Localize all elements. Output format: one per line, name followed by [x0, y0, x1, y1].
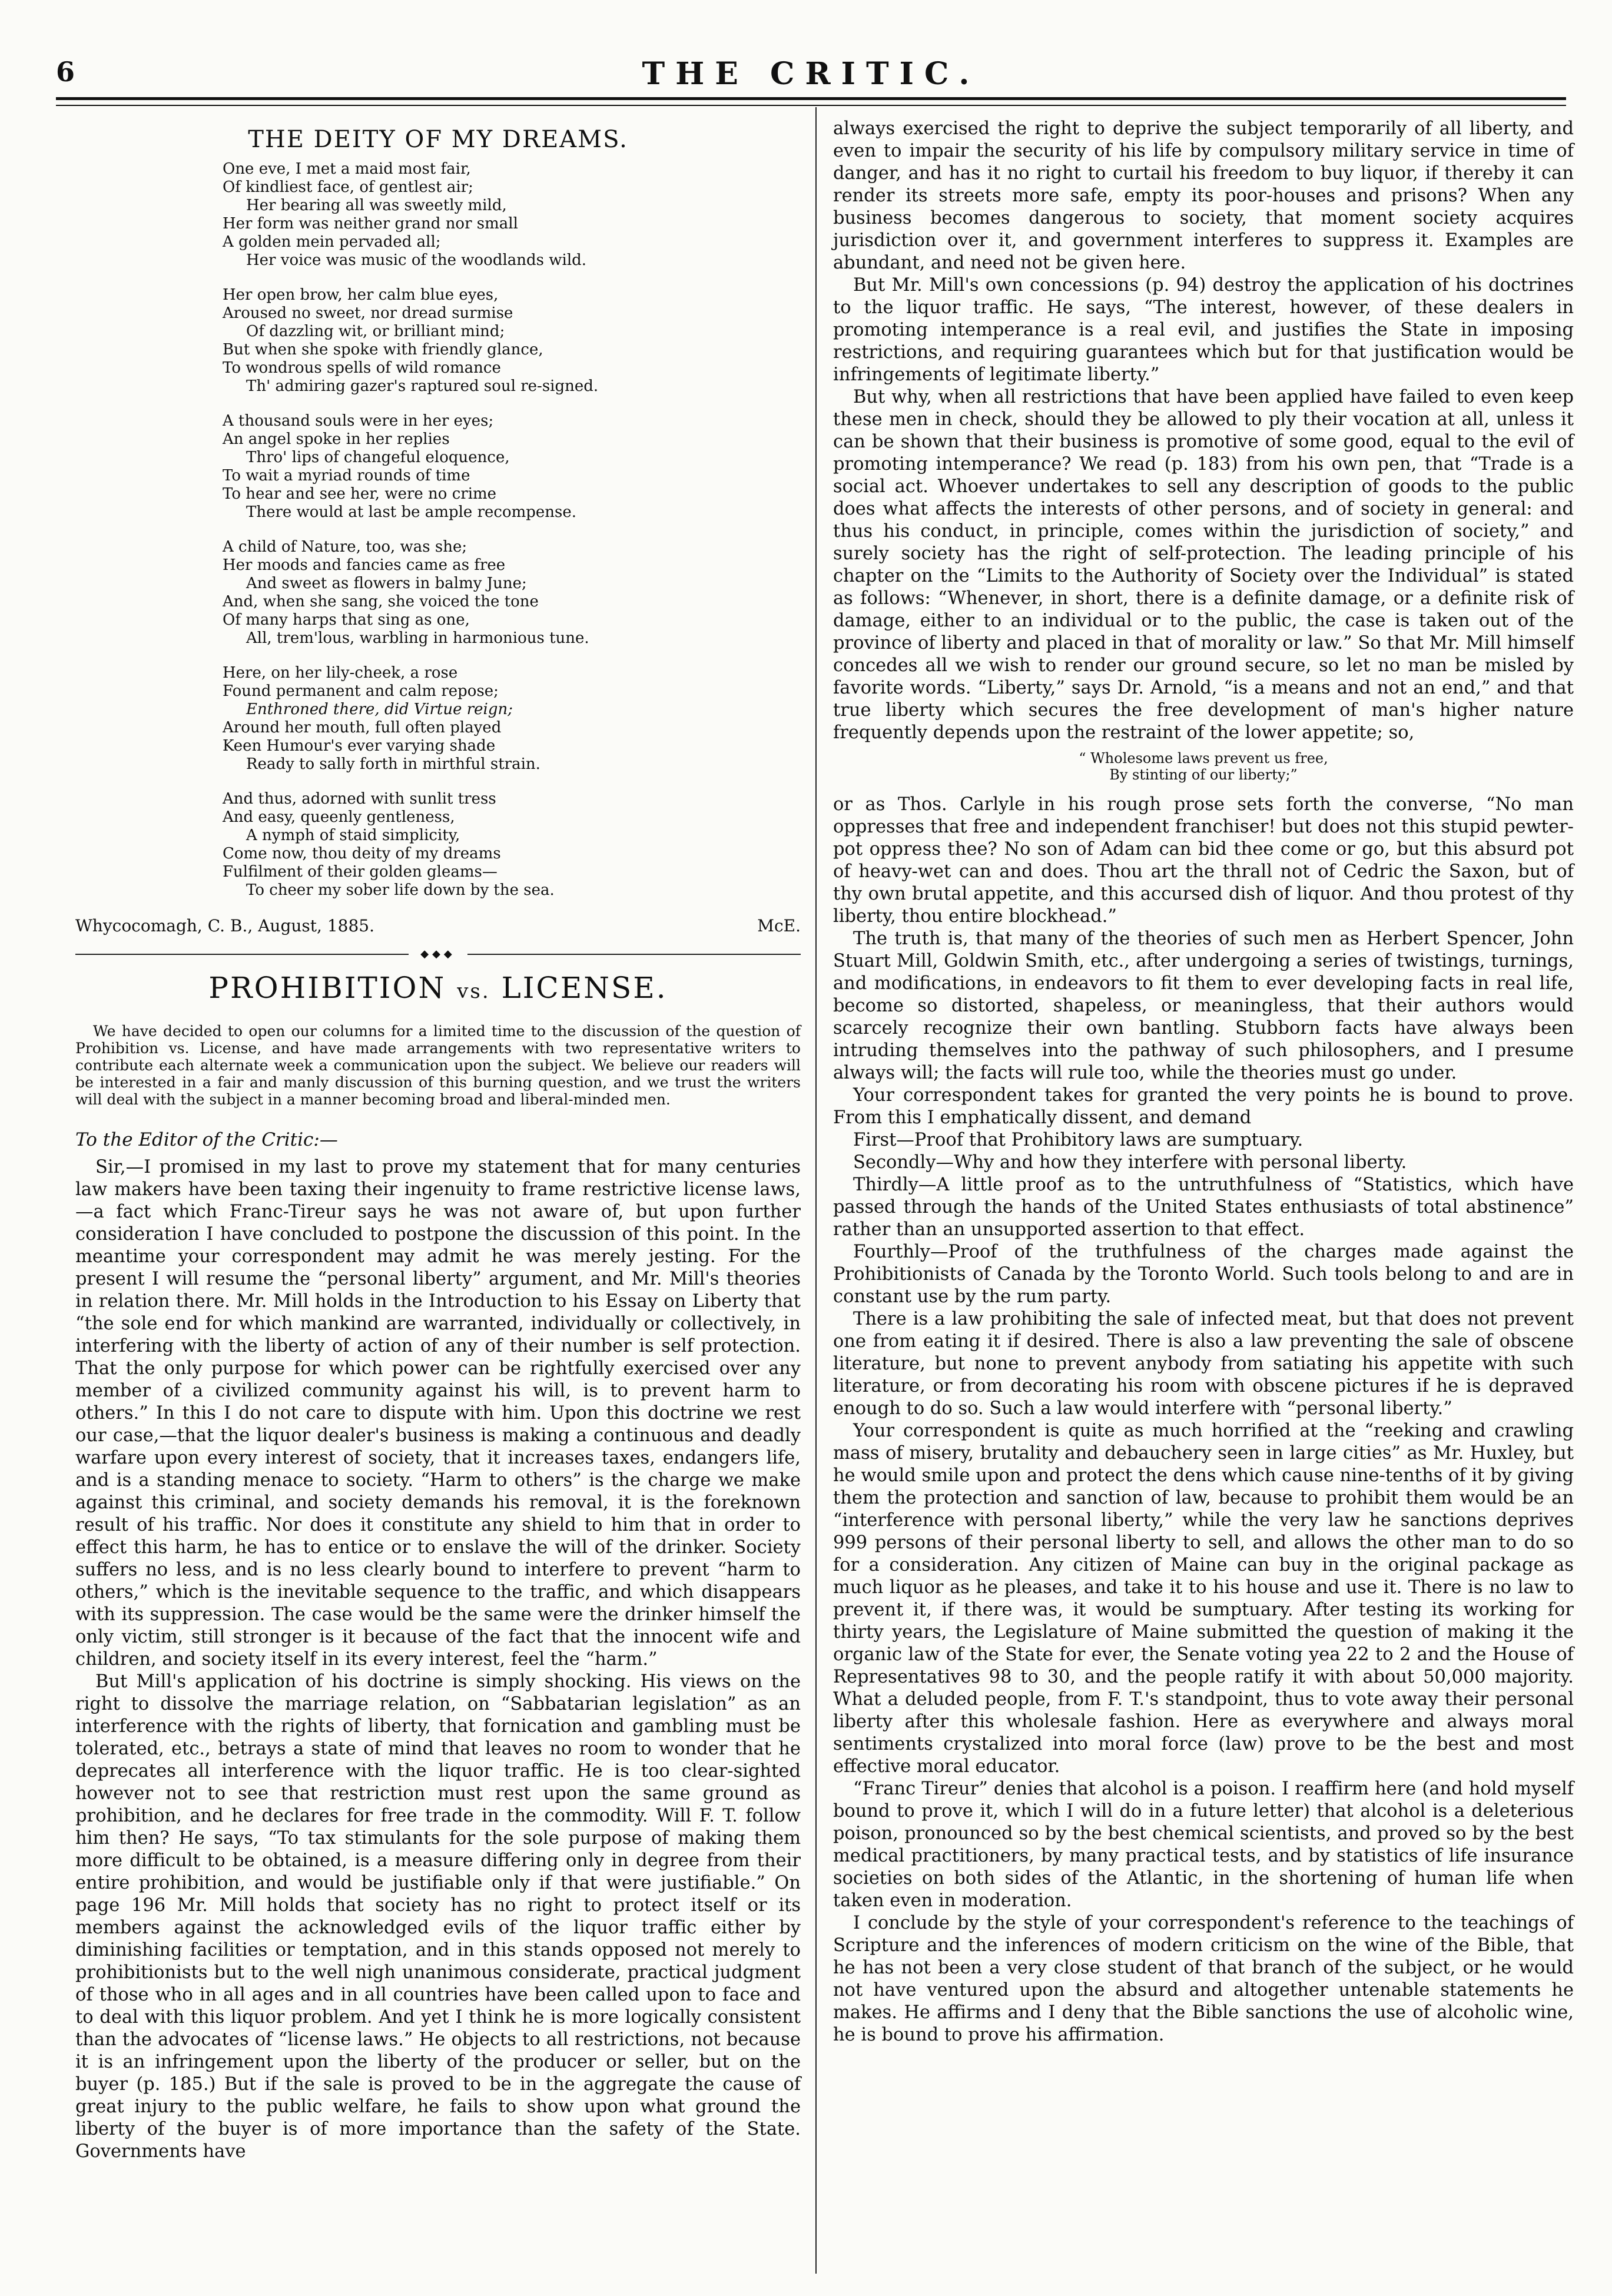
poem-stanza [223, 286, 801, 396]
letter-paragraph: Secondly—Why and how they interfere with personal liberty. [853, 1152, 1407, 1173]
letter-paragraph: But why, when all restrictions that have been applied have failed to even keep these men in check, should they be allowed to ply their vocation at all, unless it can be shown that their business is promotive of some good, equal to the evil of promoting intemperance? We read (p. 183) from his own pen, that “Trade is a social act. Whoever undertakes to sell any description of goods to the public does what affects the interests of other persons, and of society in general: and thus his conduct, in principle, comes within the jurisdiction of society,” and surely society has the right of self-protection. The leading principle of his chapter on the “Limits to the Authority of Society over the Individual” is stated as follows: “Whenever, in short, there is a definite damage, or a definite risk of damage, either to an individual or to the public, the case is taken out of the province of liberty and placed in that of morality or law.” So that Mr. Mill himself concedes all we wish to render our ground secure, so let no man be misled by favorite words. “Liberty,” says Dr. Arnold, “is a means and not an end,” and that true liberty which secures the free development of man's higher nature frequently depends upon the restraint of the lower appetite; so, [833, 387, 1574, 743]
poem-line: A nymph of staid simplicity, [246, 827, 460, 844]
letter-paragraph: First—Proof that Prohibitory laws are sumptuary. [853, 1130, 1303, 1150]
masthead: THE CRITIC. [642, 56, 980, 92]
poem-line: Here, on her lily-cheek, a rose [223, 664, 458, 682]
poem-line: Her moods and fancies came as free [223, 556, 506, 574]
poem-stanza [223, 790, 801, 900]
poem-line: Her form was neither grand nor small [223, 215, 518, 233]
poem-stanza [223, 538, 801, 648]
letter-paragraph: “Franc Tireur” denies that alcohol is a poison. I reaffirm here (and hold myself bound to prove it, which I will do in a future letter) that alcohol is a deleterious poison, pronounced so by the best chemical scientists, and proved so by the best medical practitioners, by many practical tests, and by statistics of life insurance societies on both sides of the Atlantic, in the shortening of human life when taken even in moderation. [833, 1779, 1574, 1911]
poem-line: And thus, adorned with sunlit tress [223, 790, 496, 808]
poem-line: To wondrous spells of wild romance [223, 359, 501, 377]
poem-line: But when she spoke with friendly glance, [223, 341, 543, 359]
verse-quote [833, 750, 1574, 783]
editor-note [75, 1023, 801, 1108]
poem-title: THE DEITY OF MY DREAMS. [248, 126, 628, 153]
poem-line: Fulfilment of their golden gleams— [223, 863, 497, 881]
poem-line: And, when she sang, she voiced the tone [223, 593, 539, 611]
left-column [75, 118, 801, 2163]
right-column [833, 118, 1574, 2046]
poem-line: Ready to sally forth in mirthful strain. [246, 755, 540, 773]
divider-ornament-icon: ◆◆◆ [409, 948, 467, 960]
verse-quote-line: “ Wholesome laws prevent us free, [1079, 750, 1328, 767]
poem-signature-line [75, 916, 801, 935]
letter-paragraph: Fourthly—Proof of the truthfulness of the charges made against the Prohibitionists of Canada by the Toronto World. Such tools belong to and are in constant use by the rum party. [833, 1242, 1574, 1307]
poem-stanza [223, 664, 801, 774]
poem-line: Of kindliest face, of gentlest air; [223, 178, 473, 196]
letter-paragraph: or as Thos. Carlyle in his rough prose sets forth the converse, “No man oppresses that free and independent franchiser! but does not this stupid pewter-pot oppress thee? No son of Adam can bid thee come or go, but this absurd pot of heavy-wet can and does. Thou art the thrall not of Cedric the Saxon, but of thy own brutal appetite, and this accursed dish of liquor. And thou protest of thy liberty, thou entire blockhead.” [833, 794, 1574, 927]
poem-line: Found permanent and calm repose; [223, 682, 499, 700]
letter-salutation: To the Editor of the Critic:— [75, 1129, 338, 1150]
editor-note-text: We have decided to open our columns for a limited time to the discussion of the question of Prohibition vs. License, and have made arrangements with two representative writers to contribute each alternate week a communication upon the subject. We believe our readers will be interested in a fair and manly discussion of this burning question, and we trust the writers will deal with the subject in a manner becoming broad and liberal-minded men. [75, 1023, 801, 1108]
poem-line: Come now, thou deity of my dreams [223, 845, 501, 862]
poem-body [223, 160, 801, 900]
header-rule-thick [56, 97, 1566, 100]
poem-line: Around her mouth, full often played [223, 719, 502, 736]
poem-place-date: Whycocomagh, C. B., August, 1885. [75, 916, 375, 935]
article-title [75, 971, 801, 1005]
poem-line: All, trem'lous, warbling in harmonious tune. [246, 629, 589, 647]
letter-paragraph: Sir,—I promised in my last to prove my statement that for many centuries law makers have been taxing their ingenuity to frame restrictive license laws,—a fact which Franc-Tireur says he was not aware of, but upon further consideration I have concluded to postpone the discussion of this point. In the meantime your correspondent may admit he was merely jesting. For the present I will resume the “personal liberty” argument, and Mr. Mill's theories in relation there. Mr. Mill holds in the Introduction to his Essay on Liberty that “the sole end for which mankind are warranted, individually or collectively, in interfering with the liberty of action of any of their number is self protection. That the only purpose for which power can be rightfully exercised over any member of a civilized community against his will, is to prevent harm to others.” In this I do not care to dispute with him. Upon this doctrine we rest our case,—that the liquor dealer's business is making a continuous and deadly warfare upon every interest of society, that it increases taxes, endangers life, and is a standing menace to society. “Harm to others” is the charge we make against this criminal, and society demands his removal, it is the foreknown result of his traffic. Nor does it constitute any shield to him that in order to effect this harm, he has to entice or to enslave the will of the drinker. Society suffers no less, and is no less clearly bound to interfere to prevent “harm to others,” which is the inevitable sequence to the traffic, and which disappears with its suppression. The case would be the same were the drinker himself the only victim, still stronger is it because of the fact that the innocent wife and children, and society itself in its every interest, feel the “harm.” [75, 1157, 801, 1670]
poem-line: And sweet as flowers in balmy June; [246, 575, 527, 592]
section-divider [75, 948, 801, 960]
poem-line: A golden mein pervaded all; [223, 233, 441, 251]
page-number: 6 [56, 56, 75, 88]
letter-paragraph: always exercised the right to deprive the subject temporarily of all liberty, and even to impair the security of his life by compulsory military service in time of danger, and has it no right to curtail his freedom to buy liquor, if thereby it can render its streets more safe, empty its poor-houses and prisons? When any business becomes dangerous to society, that moment society acquires jurisdiction over it, and government interferes to suppress it. Examples are abundant, and need not be given here. [833, 118, 1574, 273]
page-header [56, 56, 1566, 103]
letter-paragraph: Thirdly—A little proof as to the untruthfulness of “Statistics, which have passed through the hands of the United States enthusiasts of total abstinence” rather than an unsupported assertion to that effect. [833, 1174, 1574, 1240]
poem-line: Her open brow, her calm blue eyes, [223, 286, 499, 304]
poem-line: An angel spoke in her replies [223, 430, 450, 448]
article-title-vs: vs. [457, 980, 490, 1003]
poem-line: Keen Humour's ever varying shade [223, 737, 496, 755]
poem-line: A child of Nature, too, was she; [223, 538, 467, 556]
poem-line: Of dazzling wit, or brilliant mind; [246, 323, 505, 340]
poem-line: One eve, I met a maid most fair, [223, 160, 471, 178]
letter-paragraph: Your correspondent takes for granted the very points he is bound to prove. From this I emphatically dissent, and demand [833, 1085, 1574, 1128]
poem-stanza [223, 412, 801, 522]
verse-quote-line: By stinting of our liberty;” [1109, 767, 1298, 783]
poem-line: To cheer my sober life down by the sea. [246, 881, 555, 899]
poem-line: Of many harps that sing as one, [223, 611, 470, 629]
letter-paragraph: Your correspondent is quite as much horrified at the “reeking and crawling mass of misery, brutality and debauchery seen in large cities” as Mr. Huxley, but he would smile upon and protect the dens which cause nine-tenths of it by giving them the protection and sanction of law, because to prohibit them would be an “interference with personal liberty,” while the very law he sanctions deprives 999 persons of their personal liberty to sell, and allows the other man to do so for a consideration. Any citizen of Maine can buy in the original package as much liquor as he pleases, and take it to his house and use it. There is no law to prevent it, if there was, it would be sumptuary. After testing its working for thirty years, the Legislature of Maine submitted the question of making it the organic law of the State for ever, the Senate voting yea 22 to 2 and the House of Representatives 98 to 30, and the people ratify it with about 50,000 majority. What a deluded people, from F. T.'s standpoint, thus to vote away their personal liberty after this wholesale fashion. Here as everywhere and always moral sentiments crystalized into moral force (law) prove to be the best and most effective moral educator. [833, 1421, 1574, 1777]
poem-line: Enthroned there, did Virtue reign; [246, 701, 513, 718]
poem-line: Her bearing all was sweetly mild, [246, 197, 507, 214]
poem-stanza [223, 160, 801, 270]
poem-line: A thousand souls were in her eyes; [223, 412, 494, 430]
column-divider [815, 107, 817, 2274]
poem-line: Her voice was music of the woodlands wild. [246, 251, 587, 269]
poem-line: Thro' lips of changeful eloquence, [246, 449, 510, 466]
article-title-part-b: LICENSE. [501, 971, 668, 1005]
poem-author: McE. [757, 916, 801, 935]
letter-paragraph: But Mill's application of his doctrine is simply shocking. His views on the right to dissolve the marriage relation, on “Sabbatarian legislation” as an interference with the rights of liberty, that fornication and gambling must be tolerated, etc., betrays a state of mind that leaves no room to wonder that he deprecates all interference with the liquor traffic. He is too clear-sighted however not to see that restriction must rest upon the same ground as prohibition, and he declares for free trade in the commodity. Will F. T. follow him then? He says, “To tax stimulants for the sole purpose of making them more difficult to be obtained, is a measure differing only in degree from their entire prohibition, and would be justifiable only if that were justifiable.” On page 196 Mr. Mill holds that society has no right to protect itself or its members against the acknowledged evils of the liquor traffic either by diminishing facilities or temptation, and in this stands opposed not merely to prohibitionists but to the well nigh unanimous considerate, practical judgment of those who in all ages and in all countries have been called upon to face and to deal with this liquor problem. And yet I think he is more logically consistent than the advocates of “license laws.” He objects to all restrictions, not because it is an infringement upon the liberty of the producer or seller, but on the buyer (p. 185.) But if the sale is proved to be in the aggregate the cause of great injury to the public welfare, he fails to show upon what ground the liberty of the buyer is of more importance than the safety of the State. Governments have [75, 1671, 801, 2162]
letter-body-left [75, 1156, 801, 2163]
poem-line: To hear and see her, were no crime [223, 485, 497, 503]
article-title-part-a: PROHIBITION [208, 971, 446, 1005]
header-rule-thin [56, 105, 1566, 106]
letter-paragraph: There is a law prohibiting the sale of infected meat, but that does not prevent one from eating it if desired. There is also a law preventing the sale of obscene literature, but none to prevent anybody from satiating his appetite with such literature, or from decorating his room with obscene pictures if he is depraved enough to do so. Such a law would interfere with “personal liberty.” [833, 1309, 1574, 1419]
poem-line: And easy, queenly gentleness, [223, 808, 455, 826]
poem-line: Th' admiring gazer's raptured soul re-signed. [246, 377, 599, 395]
poem-line: There would at last be ample recompense. [246, 503, 577, 521]
letter-paragraph: The truth is, that many of the theories of such men as Herbert Spencer, John Stuart Mill, Goldwin Smith, etc., after undergoing a series of twistings, turnings, and modifications, in endeavors to fit them to ever developing facts in real life, become so distorted, shapeless, or meaningless, that their authors would scarcely recognize their own bantling. Stubborn facts have always been intruding themselves into the pathway of such philosophers, and I presume always will; the facts will rule too, while the theories must go under. [833, 928, 1574, 1083]
letter-paragraph: But Mr. Mill's own concessions (p. 94) destroy the application of his doctrines to the liquor traffic. He says, “The interest, however, of these dealers in promoting intemperance is a real evil, and justifies the State in imposing restrictions, and requiring guarantees which but for that justification would be infringements of legitimate liberty.” [833, 275, 1574, 385]
poem-line: Aroused no sweet, nor dread surmise [223, 304, 513, 322]
letter-paragraph: I conclude by the style of your correspondent's reference to the teachings of Scripture and the inferences of modern criticism on the wine of the Bible, that he has not been a very close student of that branch of the subject, or he would not have ventured upon the absurd and altogether untenable statements he makes. He affirms and I deny that the Bible sanctions the use of alcoholic wine, he is bound to prove his affirmation. [833, 1913, 1574, 2045]
poem-line: To wait a myriad rounds of time [223, 467, 470, 485]
